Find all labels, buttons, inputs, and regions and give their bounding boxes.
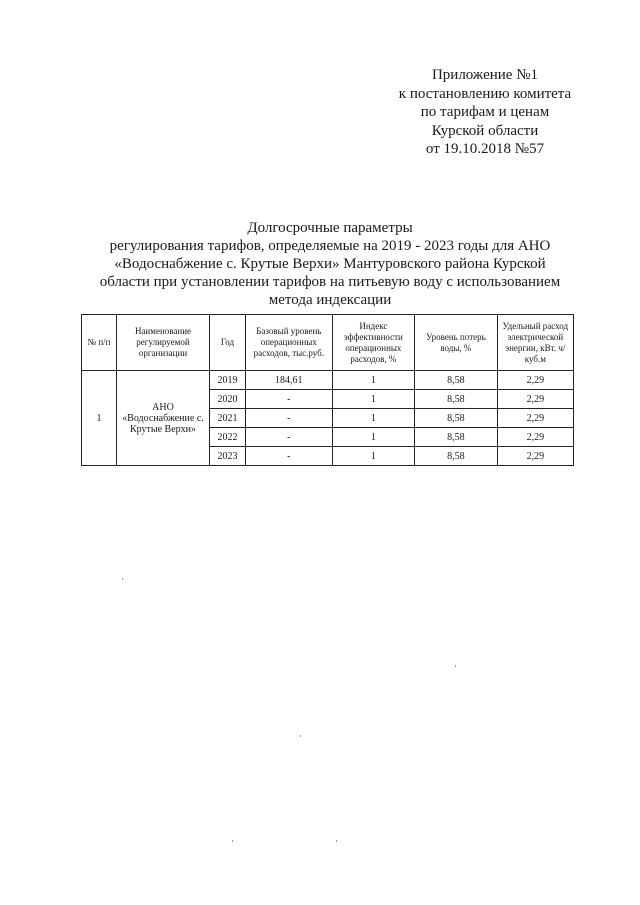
base-costs-cell: 184,61: [245, 371, 332, 390]
year-cell: 2022: [209, 428, 245, 447]
scan-speck: [122, 578, 123, 580]
title-line: регулирования тарифов, определяемые на 2019 - 2023 годы для АНО: [109, 238, 551, 254]
annex-line: Курской области: [431, 122, 539, 139]
scan-speck: [336, 840, 337, 842]
header-number: № п/п: [82, 315, 117, 371]
year-cell: 2021: [209, 409, 245, 428]
water-loss-cell: 8,58: [415, 371, 498, 390]
title-line: метода индексации: [268, 292, 392, 308]
energy-consumption-cell: 2,29: [497, 409, 573, 428]
efficiency-index-cell: 1: [332, 371, 415, 390]
annex-line: по тарифам и ценам: [420, 104, 550, 120]
base-costs-cell: -: [245, 428, 332, 447]
energy-consumption-cell: 2,29: [497, 390, 573, 409]
water-loss-cell: 8,58: [415, 409, 498, 428]
energy-consumption-cell: 2,29: [497, 371, 573, 390]
table-row: [82, 371, 574, 390]
base-costs-cell: -: [245, 447, 332, 466]
scan-speck: [300, 735, 301, 737]
table-header-row: [82, 315, 574, 371]
header-year: Год: [209, 315, 245, 371]
scan-speck: [455, 665, 456, 667]
organization-cell: АНО «Водоснабжение с. Крутые Верхи»: [117, 371, 210, 466]
annex-line: Приложение №1: [431, 67, 539, 83]
efficiency-index-cell: 1: [332, 390, 415, 409]
water-loss-cell: 8,58: [415, 447, 498, 466]
water-loss-cell: 8,58: [415, 390, 498, 409]
efficiency-index-cell: 1: [332, 409, 415, 428]
parameters-table: [81, 314, 574, 466]
document-title: [85, 219, 575, 309]
year-cell: 2019: [209, 371, 245, 390]
header-efficiency-index: Индекс эффективности операционных расходов, %: [332, 315, 415, 371]
year-cell: 2020: [209, 390, 245, 409]
header-organization: Наименование регулируемой организации: [117, 315, 210, 371]
water-loss-cell: 8,58: [415, 428, 498, 447]
header-water-loss: Уровень потерь воды, %: [415, 315, 498, 371]
energy-consumption-cell: 2,29: [497, 447, 573, 466]
energy-consumption-cell: 2,29: [497, 428, 573, 447]
annex-line: к постановлению комитета: [398, 85, 572, 102]
title-line: области при установлении тарифов на питьевую воду с использованием: [99, 274, 561, 290]
row-number-cell: 1: [82, 371, 117, 466]
scan-speck: [232, 840, 233, 842]
year-cell: 2023: [209, 447, 245, 466]
header-base-costs: Базовый уровень операционных расходов, тыс.руб.: [245, 315, 332, 371]
base-costs-cell: -: [245, 409, 332, 428]
title-line: «Водоснабжение с. Крутые Верхи» Мантуровского района Курской: [114, 256, 546, 272]
efficiency-index-cell: 1: [332, 428, 415, 447]
annex-block: [380, 66, 590, 159]
base-costs-cell: -: [245, 390, 332, 409]
efficiency-index-cell: 1: [332, 447, 415, 466]
header-energy-consumption: Удельный расход электрической энергии, кВт. ч/куб.м: [497, 315, 573, 371]
title-line: Долгосрочные параметры: [247, 220, 413, 236]
annex-line: от 19.10.2018 №57: [425, 141, 545, 157]
